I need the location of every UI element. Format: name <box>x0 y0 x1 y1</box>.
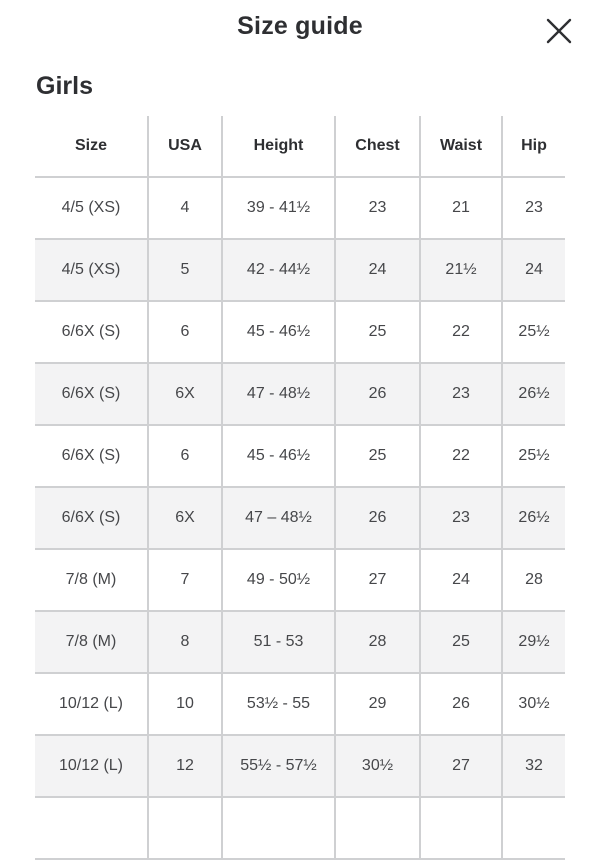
cell-usa: 6X <box>148 363 222 425</box>
table-row <box>35 735 565 797</box>
cell-usa: 4 <box>148 177 222 239</box>
cell-size: 4/5 (XS) <box>35 177 148 239</box>
cell-height: 51 - 53 <box>222 611 335 673</box>
table-row <box>35 487 565 549</box>
size-table <box>35 116 565 860</box>
table-row <box>35 301 565 363</box>
cell-waist: 25 <box>420 611 502 673</box>
cell-usa <box>148 797 222 859</box>
cell-usa: 6 <box>148 425 222 487</box>
cell-usa: 6X <box>148 487 222 549</box>
table-row <box>35 177 565 239</box>
cell-usa: 6 <box>148 301 222 363</box>
cell-hip: 26½ <box>502 363 565 425</box>
close-x-icon <box>540 12 578 50</box>
section-title: Girls <box>36 72 93 100</box>
table-body <box>35 177 565 859</box>
cell-chest: 25 <box>335 301 420 363</box>
cell-height: 53½ - 55 <box>222 673 335 735</box>
cell-waist: 21 <box>420 177 502 239</box>
cell-height: 45 - 46½ <box>222 425 335 487</box>
cell-usa: 8 <box>148 611 222 673</box>
cell-usa: 7 <box>148 549 222 611</box>
cell-size: 4/5 (XS) <box>35 239 148 301</box>
cell-hip: 23 <box>502 177 565 239</box>
close-button[interactable] <box>540 12 578 50</box>
table-row <box>35 611 565 673</box>
cell-size: 6/6X (S) <box>35 301 148 363</box>
cell-height: 55½ - 57½ <box>222 735 335 797</box>
column-header-usa: USA <box>148 116 222 177</box>
table-header <box>35 116 565 177</box>
table-row <box>35 549 565 611</box>
column-header-chest: Chest <box>335 116 420 177</box>
cell-waist: 22 <box>420 425 502 487</box>
cell-size: 7/8 (M) <box>35 549 148 611</box>
size-table-container <box>35 116 565 860</box>
cell-hip: 26½ <box>502 487 565 549</box>
cell-chest: 30½ <box>335 735 420 797</box>
table-row <box>35 673 565 735</box>
cell-hip: 25½ <box>502 425 565 487</box>
cell-size: 6/6X (S) <box>35 363 148 425</box>
cell-waist: 23 <box>420 487 502 549</box>
cell-chest: 25 <box>335 425 420 487</box>
table-row <box>35 363 565 425</box>
cell-waist: 23 <box>420 363 502 425</box>
cell-size: 7/8 (M) <box>35 611 148 673</box>
cell-hip: 28 <box>502 549 565 611</box>
cell-hip <box>502 797 565 859</box>
modal-title: Size guide <box>237 12 363 40</box>
cell-height: 47 - 48½ <box>222 363 335 425</box>
cell-waist: 22 <box>420 301 502 363</box>
column-header-waist: Waist <box>420 116 502 177</box>
cell-waist: 26 <box>420 673 502 735</box>
cell-chest: 26 <box>335 487 420 549</box>
cell-height: 42 - 44½ <box>222 239 335 301</box>
cell-chest: 29 <box>335 673 420 735</box>
cell-usa: 10 <box>148 673 222 735</box>
cell-waist <box>420 797 502 859</box>
cell-height: 45 - 46½ <box>222 301 335 363</box>
cell-hip: 25½ <box>502 301 565 363</box>
table-row <box>35 239 565 301</box>
cell-size: 6/6X (S) <box>35 487 148 549</box>
table-row <box>35 797 565 859</box>
cell-size <box>35 797 148 859</box>
cell-waist: 24 <box>420 549 502 611</box>
cell-size: 10/12 (L) <box>35 735 148 797</box>
cell-waist: 21½ <box>420 239 502 301</box>
cell-height: 49 - 50½ <box>222 549 335 611</box>
cell-hip: 29½ <box>502 611 565 673</box>
cell-chest: 26 <box>335 363 420 425</box>
cell-chest <box>335 797 420 859</box>
cell-size: 10/12 (L) <box>35 673 148 735</box>
cell-chest: 23 <box>335 177 420 239</box>
cell-size: 6/6X (S) <box>35 425 148 487</box>
cell-usa: 12 <box>148 735 222 797</box>
column-header-hip: Hip <box>502 116 565 177</box>
cell-hip: 32 <box>502 735 565 797</box>
cell-chest: 28 <box>335 611 420 673</box>
cell-hip: 30½ <box>502 673 565 735</box>
cell-chest: 24 <box>335 239 420 301</box>
header-row <box>35 116 565 177</box>
cell-usa: 5 <box>148 239 222 301</box>
cell-height <box>222 797 335 859</box>
cell-hip: 24 <box>502 239 565 301</box>
cell-height: 47 – 48½ <box>222 487 335 549</box>
modal-header <box>0 0 600 62</box>
column-header-size: Size <box>35 116 148 177</box>
cell-height: 39 - 41½ <box>222 177 335 239</box>
cell-waist: 27 <box>420 735 502 797</box>
table-row <box>35 425 565 487</box>
cell-chest: 27 <box>335 549 420 611</box>
column-header-height: Height <box>222 116 335 177</box>
